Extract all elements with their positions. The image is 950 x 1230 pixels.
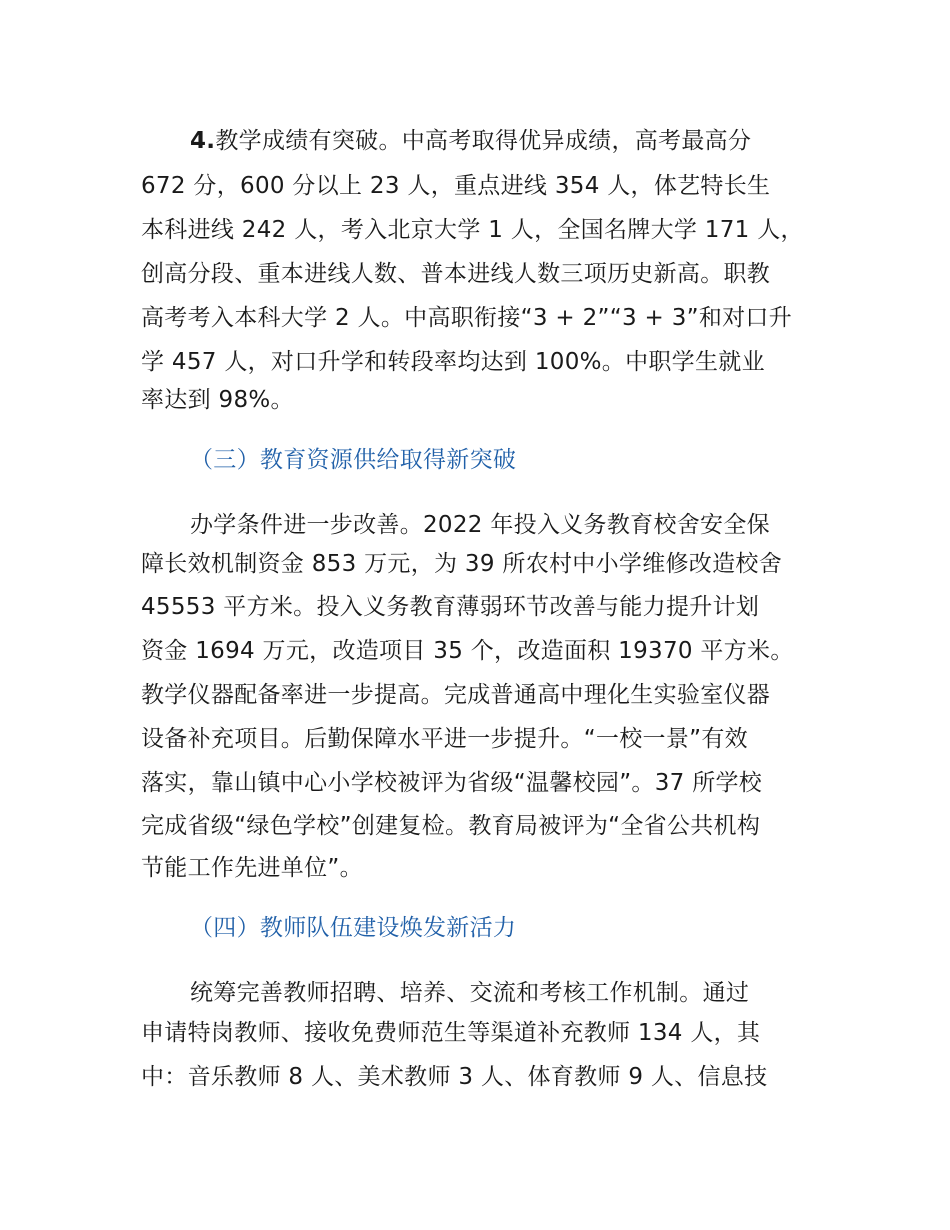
- paragraph-line: 障长效机制资金 853 万元，为 39 所农村中小学维修改造校舍: [141, 551, 783, 577]
- paragraph-line: 设备补充项目。后勤保障水平进一步提升。“一校一景”有效: [141, 726, 748, 752]
- paragraph-line: 学 457 人，对口升学和转段率均达到 100%。中职学生就业: [141, 349, 765, 375]
- paragraph-line: 申请特岗教师、接收免费师范生等渠道补充教师 134 人，其: [141, 1020, 761, 1046]
- paragraph-line: 统筹完善教师招聘、培养、交流和考核工作机制。通过: [190, 980, 750, 1006]
- paragraph-line: 中：音乐教师 8 人、美术教师 3 人、体育教师 9 人、信息技: [141, 1064, 768, 1090]
- paragraph-line: 672 分，600 分以上 23 人，重点进线 354 人，体艺特长生: [141, 173, 771, 199]
- section-heading: （四）教师队伍建设焕发新活力: [190, 915, 517, 941]
- item-number: 4.: [190, 128, 216, 154]
- paragraph-line: 资金 1694 万元，改造项目 35 个，改造面积 19370 平方米。: [141, 638, 794, 664]
- section-heading: （三）教育资源供给取得新突破: [190, 447, 517, 473]
- paragraph-line: 节能工作先进单位”。: [141, 855, 363, 881]
- paragraph-line: 落实，靠山镇中心小学校被评为省级“温馨校园”。37 所学校: [141, 770, 763, 796]
- paragraph-line: 高考考入本科大学 2 人。中高职衔接“3 + 2”“3 + 3”和对口升: [141, 305, 793, 331]
- paragraph-line: 教学仪器配备率进一步提高。完成普通高中理化生实验室仪器: [141, 682, 771, 708]
- paragraph-line: 办学条件进一步改善。2022 年投入义务教育校舍安全保: [190, 512, 770, 538]
- paragraph-line: [190, 126, 751, 156]
- paragraph-line: 本科进线 242 人，考入北京大学 1 人，全国名牌大学 171 人，: [141, 217, 804, 243]
- paragraph-line: 45553 平方米。投入义务教育薄弱环节改善与能力提升计划: [141, 594, 760, 620]
- paragraph-line: 完成省级“绿色学校”创建复检。教育局被评为“全省公共机构: [141, 813, 761, 839]
- paragraph-line: 创高分段、重本进线人数、普本进线人数三项历史新高。职教: [141, 261, 771, 287]
- paragraph-line: 率达到 98%。: [141, 387, 294, 413]
- line-text: 教学成绩有突破。中高考取得优异成绩，高考最高分: [215, 128, 752, 154]
